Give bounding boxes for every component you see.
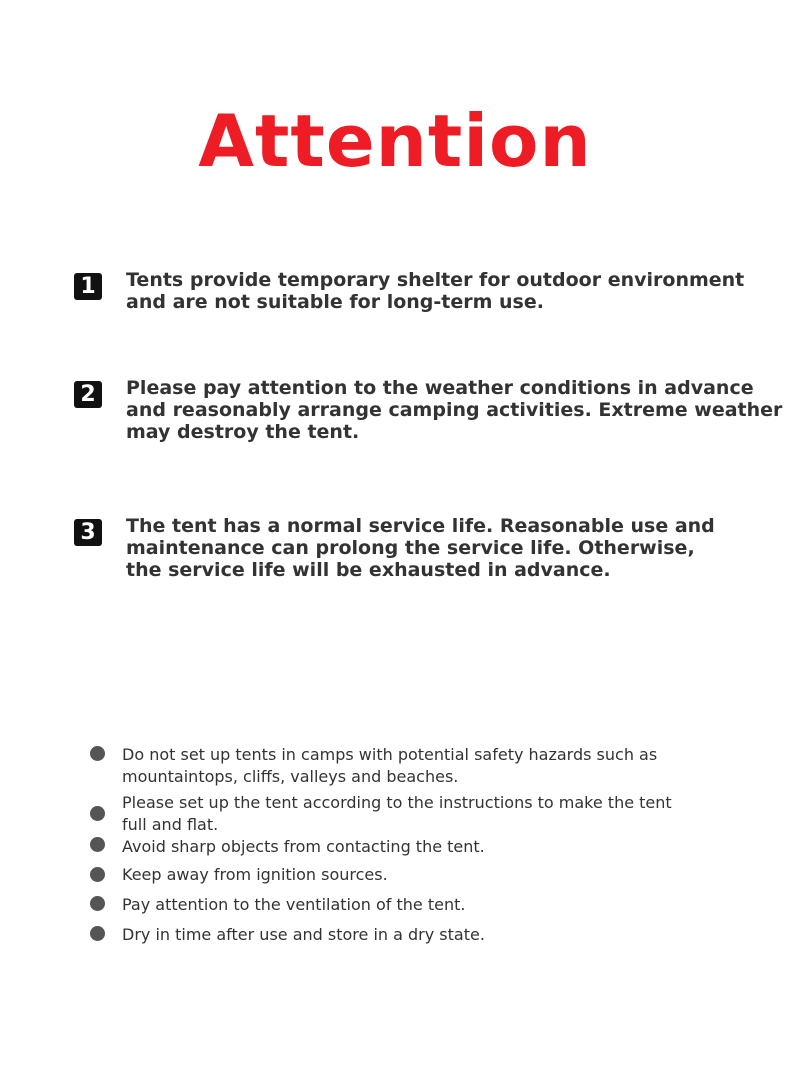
number-badge-2: 2: [74, 381, 102, 408]
bullet-line: Do not set up tents in camps with potential safety hazards such as: [122, 745, 658, 764]
numbered-item-text-2: [126, 377, 783, 443]
bullet-dot-icon: [90, 926, 105, 941]
numbered-item-line: the service life will be exhausted in advance.: [126, 559, 611, 581]
numbered-item-line: may destroy the tent.: [126, 421, 360, 443]
bullet-line: Please set up the tent according to the instructions to make the tent: [122, 793, 672, 812]
bullet-item-text: [122, 864, 742, 886]
bullet-line: Avoid sharp objects from contacting the tent.: [122, 837, 485, 856]
numbered-item-line: and are not suitable for long-term use.: [126, 291, 544, 313]
bullet-dot-icon: [90, 867, 105, 882]
page-title: Attention: [198, 99, 592, 183]
bullet-dot-icon: [90, 837, 105, 852]
numbered-item-line: and reasonably arrange camping activities. Extreme weather: [126, 399, 783, 421]
bullet-dot-icon: [90, 746, 105, 761]
bullet-item-text: [122, 744, 742, 788]
bullet-item-text: [122, 792, 742, 836]
numbered-item-text-3: [126, 515, 766, 581]
bullet-item-text: [122, 836, 742, 858]
number-badge-1: 1: [74, 273, 102, 300]
bullet-line: mountaintops, cliffs, valleys and beaches.: [122, 767, 459, 786]
number-badge-3: 3: [74, 519, 102, 546]
bullet-line: Pay attention to the ventilation of the tent.: [122, 895, 466, 914]
bullet-line: Dry in time after use and store in a dry state.: [122, 925, 485, 944]
bullet-line: Keep away from ignition sources.: [122, 865, 388, 884]
bullet-dot-icon: [90, 896, 105, 911]
bullet-dot-icon: [90, 806, 105, 821]
numbered-item-line: The tent has a normal service life. Reasonable use and: [126, 515, 715, 537]
numbered-item-line: maintenance can prolong the service life. Otherwise,: [126, 537, 695, 559]
bullet-line: full and flat.: [122, 815, 219, 834]
numbered-item-line: Tents provide temporary shelter for outdoor environment: [126, 269, 745, 291]
numbered-item-line: Please pay attention to the weather conditions in advance: [126, 377, 754, 399]
bullet-item-text: [122, 894, 742, 916]
bullet-item-text: [122, 924, 742, 946]
numbered-item-text-1: [126, 269, 766, 313]
